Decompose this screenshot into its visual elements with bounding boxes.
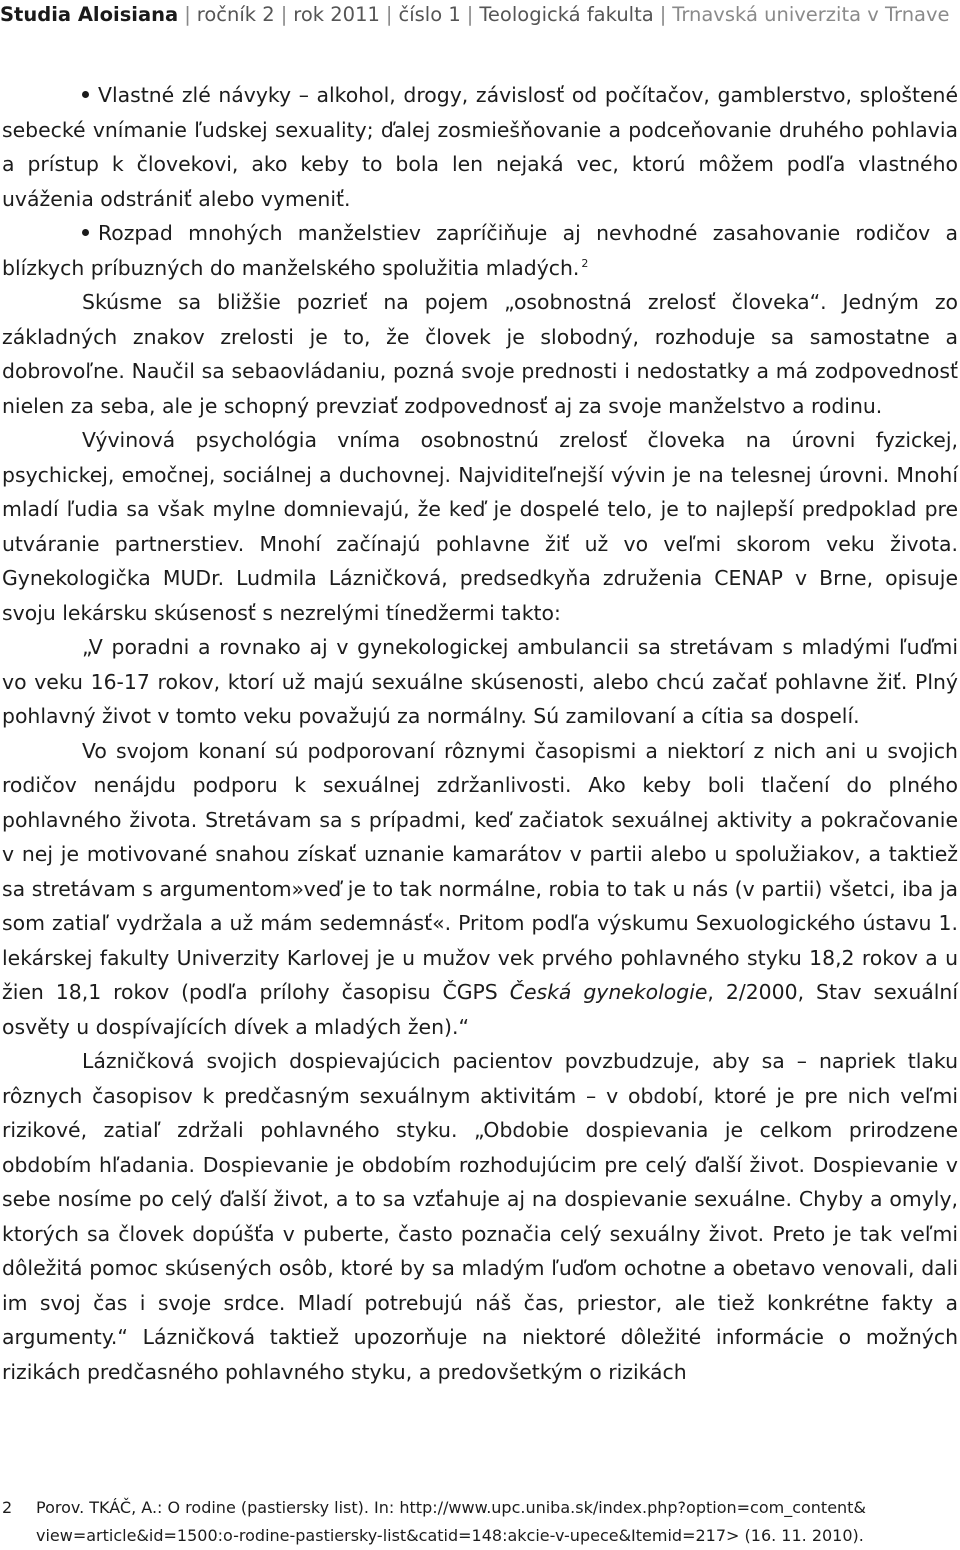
header-separator: | bbox=[280, 3, 288, 26]
quote-text: Vo svojom konaní sú podporovaní rôznymi časopismi a niektorí z nich ani u svojich rodičov nenájdu podporu k sexuálnej zdržanlivosti. Ako keby boli tlačení do plného pohlavného života. Stretávam sa s prípadmi, keď začiatok sexuálnej aktivity a pokračovanie v nej je motivované snahou získať uznanie kamarátov v partii alebo u spolužiakov, a taktiež sa stretávam s argumentom»veď je to tak normálne, robia to tak u nás (v partii) všetci, iba ja som zatiaľ vydržala a už mám sedemnásť«. Pritom podľa výskumu Sexuologického ústavu 1. lekárskej fakulty Univerzity Karlovej je u mužov vek prvého pohlavného styku 18,2 rokov a u žien 18,1 rokov (podľa prílohy časopisu ČGPS bbox=[2, 738, 958, 1004]
bullet-text: Vlastné zlé návyky – alkohol, drogy, závislosť od počítačov, gamblerstvo, sploštené sebecké vnímanie ľudskej sexuality; ďalej zosmiešňovanie a podceňovanie druhého pohlavia a prístup k človekovi, ako keby to bola len nejaká vec, ktorú môžem podľa vlastného uváženia odstrániť alebo vymeniť. bbox=[2, 83, 958, 211]
body-text bbox=[2, 78, 958, 1389]
footnote-line: Porov. TKÁČ, A.: O rodine (pastiersky list). In: http://www.upc.uniba.sk/index.php?option=com_content& bbox=[36, 1498, 866, 1517]
bullet-icon bbox=[82, 91, 89, 98]
bullet-icon bbox=[82, 229, 89, 236]
quote-paragraph bbox=[2, 734, 958, 1045]
header-volume: ročník 2 bbox=[196, 3, 275, 26]
header-separator: | bbox=[659, 3, 667, 26]
running-header bbox=[0, 0, 960, 34]
bullet-text: Rozpad mnohých manželstiev zapríčiňuje aj nevhodné zasahovanie rodičov a blízkych príbuzných do manželského spolužitia mladých. bbox=[2, 221, 958, 280]
paragraph: Lázničková svojich dospievajúcich pacientov povzbudzuje, aby sa – napriek tlaku rôznych časopisov k predčasným sexuálnym aktivitám – v období, ktoré je pre nich veľmi rizikové, zatiaľ zdržali pohlavného styku. „Obdobie dospievania je celkom prirodzene obdobím hľadania. Dospievanie je obdobím rozhodujúcim pre celý ďalší život. Dospievanie v sebe nosíme po celý ďalší život, a to sa vzťahuje aj na dospievanie sexuálne. Chyby a omyly, ktorých sa človek dopúšťa v puberte, často poznačia celý sexuálny život. Preto je tak veľmi dôležitá pomoc skúsených osôb, ktoré by sa mladým ľuďom ochotne a obetavo venovali, dali im svoj čas i svoje srdce. Mladí potrebujú náš čas, priestor, ale tiež konkrétne fakty a argumenty.“ Lázničková taktiež upozorňuje na niektoré dôležité informácie o možných rizikách predčasného pohlavného styku, a predovšetkým o rizikách bbox=[2, 1049, 958, 1384]
quote-text: , 2/2000, Stav sexuální osvěty u dospívajících dívek a mladých žen).“ bbox=[2, 980, 959, 1039]
header-issue: číslo 1 bbox=[398, 3, 461, 26]
header-university: Trnavská univerzita v Trnave bbox=[672, 3, 950, 26]
footnote-line: view=article&id=1500:o-rodine-pastiersky-list&catid=148:akcie-v-upece&Itemid=217> (16. 11. 2010). bbox=[36, 1526, 864, 1545]
quote-paragraph: „V poradni a rovnako aj v gynekologickej ambulancii sa stretávam s mladými ľuďmi vo veku 16-17 rokov, ktorí už majú sexuálne skúsenosti, alebo chcú začať pohlavne žiť. Plný pohlavný život v tomto veku považujú za normálny. Sú zamilovaní a cítia sa dospelí. bbox=[2, 635, 958, 728]
paragraph: Skúsme sa bližšie pozrieť na pojem „osobnostná zrelosť človeka“. Jedným zo základných znakov zrelosti je to, že človek je slobodný, rozhoduje sa samostatne a dobrovoľne. Naučil sa sebaovládaniu, pozná svoje prednosti i nedostatky a má zodpovednosť nielen za seba, ale je schopný prevziať zodpovednosť aj za svoje manželstvo a rodinu. bbox=[2, 290, 958, 418]
bullet-item bbox=[2, 78, 958, 216]
header-separator: | bbox=[184, 3, 191, 26]
footnote-reference: 2 bbox=[581, 256, 589, 270]
header-faculty: Teologická fakulta bbox=[479, 3, 654, 26]
footnote-number: 2 bbox=[2, 1498, 13, 1517]
journal-name: Studia Aloisiana bbox=[0, 3, 179, 26]
header-separator: | bbox=[466, 3, 474, 26]
journal-title: Česká gynekologie bbox=[509, 980, 708, 1004]
paragraph: Vývinová psychológia vníma osobnostnú zrelosť človeka na úrovni fyzickej, psychickej, emočnej, sociálnej a duchovnej. Najviditeľnejší vývin je na telesnej úrovni. Mnohí mladí ľudia sa však mylne domnievajú, že keď je dospelé telo, je to najlepší predpoklad pre utváranie partnerstiev. Mnohí začínajú pohlavne žiť už vo veľmi skorom veku života. Gynekologička MUDr. Ludmila Lázničková, predsedkyňa združenia CENAP v Brne, opisuje svoju lekársku skúsenosť s nezrelými tínedžermi takto: bbox=[2, 428, 958, 625]
footnote bbox=[2, 1494, 958, 1550]
bullet-item bbox=[2, 216, 958, 285]
header-separator: | bbox=[385, 3, 393, 26]
header-year: rok 2011 bbox=[293, 3, 380, 26]
